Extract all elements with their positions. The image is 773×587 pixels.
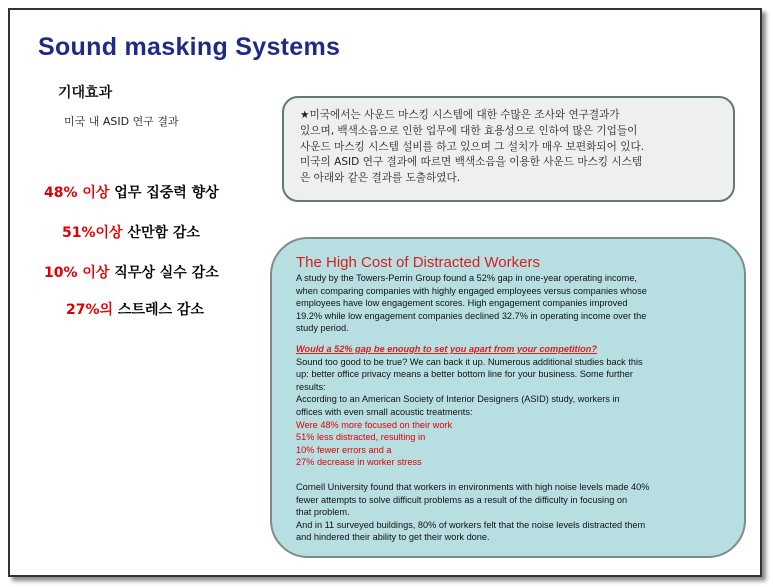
closing-line: fewer attempts to solve difficult problems as a result of the difficulty in focusing on <box>296 494 628 505</box>
stat-text: 직무상 실수 감소 <box>109 265 219 281</box>
stat-distraction <box>62 222 200 242</box>
finding-line: 51% less distracted, resulting in <box>296 432 426 443</box>
question-link[interactable]: Would a 52% gap be enough to set you apart from your competition? <box>296 343 597 354</box>
closing-line: and hindered their ability to get their work done. <box>296 532 490 543</box>
summary-line: ★미국에서는 사운드 마스킹 시스템에 대한 수많은 조사와 연구결과가 <box>300 109 620 121</box>
stat-focus <box>44 182 219 202</box>
finding-line: Were 48% more focused on their work <box>296 419 453 430</box>
stat-stress <box>66 299 204 319</box>
stat-value: 48% 이상 <box>44 185 110 201</box>
stat-value: 27%의 <box>66 302 114 318</box>
summary-line: 은 아래와 같은 결과를 도출하였다. <box>300 172 461 185</box>
source-label: 미국 내 ASID 연구 결과 <box>64 115 179 128</box>
closing-line: Cornell University found that workers in environments with high noise levels made 40% <box>296 481 650 492</box>
subheading: 기대효과 <box>58 85 113 101</box>
stat-value: 51%이상 <box>62 225 123 241</box>
body-line: up: better office privacy means a better bottom line for your business. Some further <box>296 369 633 380</box>
spacer <box>296 469 730 481</box>
intro-line: A study by the Towers-Perrin Group found a 52% gap in one-year operating income, <box>296 273 637 283</box>
finding-line: 10% fewer errors and a <box>296 444 392 455</box>
stat-value: 10% 이상 <box>44 265 110 281</box>
english-info-box <box>270 237 746 558</box>
intro-line: 19.2% while low engagement companies declined 32.7% in operating income over the <box>296 310 647 321</box>
body-line: offices with even small acoustic treatments: <box>296 406 473 417</box>
stat-text: 업무 집중력 향상 <box>109 185 219 201</box>
stat-errors <box>44 262 219 282</box>
stat-text: 스트레스 감소 <box>113 302 204 318</box>
intro-line: when comparing companies with highly engaged employees versus companies whose <box>296 285 647 296</box>
closing-line: And in 11 surveyed buildings, 80% of workers felt that the noise levels distracted them <box>296 519 646 530</box>
intro-line: study period. <box>296 323 349 334</box>
info-heading: The High Cost of Distracted Workers <box>296 254 540 271</box>
summary-line: 있으며, 백색소음으로 인한 업무에 대한 효용성으로 인하여 많은 기업들이 <box>300 124 638 137</box>
body-line: Sound too good to be true? We can back it up. Numerous additional studies back this <box>296 356 643 367</box>
spacer <box>296 335 730 343</box>
intro-line: employees have low engagement scores. High engagement companies improved <box>296 298 628 309</box>
finding-line: 27% decrease in worker stress <box>296 457 422 468</box>
slide-title: Sound masking Systems <box>38 33 341 61</box>
summary-line: 미국의 ASID 연구 결과에 따르면 백색소음을 이용한 사운드 마스킹 시스템 <box>300 156 643 169</box>
summary-line: 사운드 마스킹 시스템 설비를 하고 있으며 그 설치가 매우 보편화되어 있다. <box>300 140 645 153</box>
body-line: According to an American Society of Interior Designers (ASID) study, workers in <box>296 394 620 405</box>
korean-summary-box <box>282 96 735 202</box>
closing-line: that problem. <box>296 507 350 518</box>
stat-text: 산만함 감소 <box>122 225 200 241</box>
body-line: results: <box>296 381 326 392</box>
